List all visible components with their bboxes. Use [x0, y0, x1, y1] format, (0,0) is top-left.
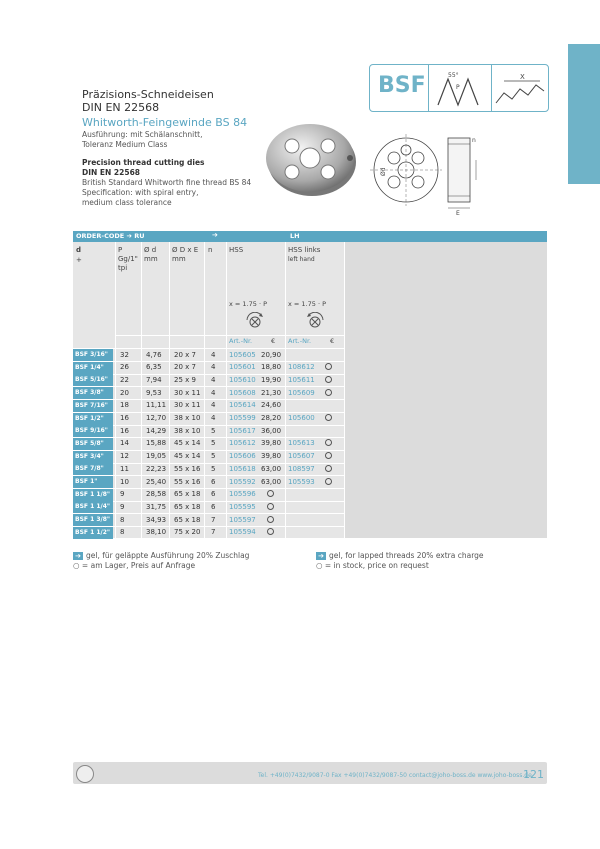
company-logo-icon — [76, 765, 94, 783]
col-header-n: n — [208, 246, 213, 254]
ru-label: RU — [134, 232, 145, 240]
row-p: 20 — [120, 388, 129, 397]
row-dxe: 20 x 7 — [174, 350, 196, 359]
row-n: 5 — [211, 439, 216, 448]
drawing-dim-n: n — [472, 137, 476, 144]
in-stock-circle-icon — [267, 528, 274, 535]
in-stock-circle-icon — [267, 503, 274, 510]
arrow-icon: ➔ — [73, 552, 83, 560]
page-subtitle: Whitworth-Feingewinde BS 84 — [82, 116, 248, 129]
row-price — [267, 490, 274, 499]
row-d: 25,40 — [146, 477, 167, 486]
footnote-en-1-text: gel, for lapped threads 20% extra charge — [329, 551, 484, 560]
col-header-p-2: Gg/1" — [118, 255, 138, 263]
row-price: 36,00 — [261, 426, 282, 435]
row-d: 28,58 — [146, 490, 167, 499]
row-art: 105597 — [229, 515, 256, 524]
row-p: 18 — [120, 401, 129, 410]
row-lh-stock — [325, 414, 332, 423]
row-code: BSF 1 3/8" — [73, 514, 113, 526]
row-n: 5 — [211, 464, 216, 473]
row-n: 4 — [211, 363, 216, 372]
row-d: 38,10 — [146, 528, 167, 537]
row-price — [267, 516, 274, 525]
table-row — [73, 451, 345, 464]
row-dxe: 25 x 9 — [174, 375, 196, 384]
row-d: 4,76 — [146, 350, 162, 359]
bsf-badge-label: BSF — [378, 73, 426, 98]
row-lh-stock — [325, 439, 332, 448]
order-code-label: ORDER-CODE ➔ RU — [76, 232, 145, 240]
row-art: 105612 — [229, 439, 256, 448]
row-dxe: 65 x 18 — [174, 490, 201, 499]
order-code-bar — [73, 231, 547, 242]
table-row — [73, 425, 345, 438]
row-n: 6 — [211, 477, 216, 486]
footnote-de-2: ○ = am Lager, Preis auf Anfrage — [73, 561, 196, 570]
row-code: BSF 3/8" — [73, 387, 113, 399]
row-p: 14 — [120, 439, 129, 448]
col-header-od — [144, 246, 158, 264]
col-header-hss-links — [288, 246, 320, 264]
row-art-lh: 108612 — [288, 363, 315, 372]
row-art: 105601 — [229, 363, 256, 372]
row-code: BSF 3/16" — [73, 349, 113, 361]
row-price: 21,30 — [261, 388, 282, 397]
page-number: 121 — [523, 768, 544, 781]
col-header-art-lh: Art.-Nr. — [288, 337, 312, 345]
col-header-dxe-1: Ø D x E — [172, 246, 199, 254]
row-dxe: 75 x 20 — [174, 528, 201, 537]
row-code: BSF 1/2" — [73, 413, 113, 425]
row-art: 105610 — [229, 375, 256, 384]
row-code: BSF 7/8" — [73, 463, 113, 475]
row-p: 8 — [120, 515, 125, 524]
rotation-left-icon — [305, 312, 325, 330]
en-text-line-2: Specification: with spiral entry, — [82, 188, 199, 197]
badge-divider — [428, 65, 429, 111]
row-art: 105618 — [229, 464, 256, 473]
row-price: 18,80 — [261, 363, 282, 372]
row-separator — [73, 539, 345, 540]
thread-die-photo — [262, 118, 358, 198]
in-stock-circle-icon — [267, 490, 274, 497]
side-tab-label: BSF — [556, 154, 565, 172]
row-n: 6 — [211, 502, 216, 511]
page-title — [82, 88, 214, 114]
row-lh-stock — [325, 478, 332, 487]
drawing-dim-d: Ød — [380, 167, 387, 176]
footnote-en — [316, 551, 484, 571]
row-n: 4 — [211, 388, 216, 397]
description-en-text — [82, 178, 251, 208]
row-art-lh: 105613 — [288, 439, 315, 448]
row-p: 26 — [120, 363, 129, 372]
side-tab-label-wrap — [548, 150, 580, 180]
row-d: 9,53 — [146, 388, 162, 397]
row-code: BSF 1" — [73, 476, 113, 488]
row-code: BSF 1/4" — [73, 362, 113, 374]
row-p: 8 — [120, 528, 125, 537]
row-price: 24,60 — [261, 401, 282, 410]
table-row — [73, 362, 345, 375]
row-p: 16 — [120, 426, 129, 435]
row-p: 16 — [120, 414, 129, 422]
table-row — [73, 476, 345, 489]
col-header-od-1: Ø d — [144, 246, 157, 254]
row-art: 105605 — [229, 350, 256, 359]
row-art: 105614 — [229, 401, 256, 410]
row-d: 14,29 — [146, 426, 167, 435]
in-stock-circle-icon — [325, 389, 332, 396]
badge-x-text: X — [520, 73, 525, 81]
row-code: BSF 9/16" — [73, 425, 113, 437]
row-art: 105592 — [229, 477, 256, 486]
row-n: 4 — [211, 401, 216, 410]
table-row — [73, 438, 345, 451]
table-row — [73, 527, 345, 540]
table-row — [73, 501, 345, 514]
row-p: 22 — [120, 375, 129, 384]
in-stock-circle-icon — [325, 452, 332, 459]
row-art-lh: 105600 — [288, 414, 315, 422]
row-n: 4 — [211, 350, 216, 359]
row-dxe: 55 x 16 — [174, 464, 201, 473]
in-stock-circle-icon — [325, 376, 332, 383]
row-dxe: 65 x 18 — [174, 515, 201, 524]
row-price: 39,80 — [261, 452, 282, 461]
row-lh-stock — [325, 363, 332, 372]
row-p: 9 — [120, 490, 125, 499]
row-dxe: 30 x 11 — [174, 388, 201, 397]
row-p: 10 — [120, 477, 129, 486]
row-code: BSF 1 1/8" — [73, 489, 113, 501]
row-lh-stock — [325, 376, 332, 385]
row-code: BSF 1 1/2" — [73, 527, 113, 539]
row-code: BSF 7/16" — [73, 400, 113, 412]
in-stock-circle-icon — [325, 439, 332, 446]
row-p: 9 — [120, 502, 125, 511]
footnote-en-2: ○ = in stock, price on request — [316, 561, 429, 570]
desc-de-line-1: Ausführung: mit Schälanschnitt, — [82, 130, 203, 139]
row-d: 6,35 — [146, 363, 162, 372]
row-dxe: 30 x 11 — [174, 401, 201, 410]
formula-lh: x = 1.75 · P — [288, 300, 327, 308]
badge-p-text: P — [456, 84, 460, 91]
col-header-hss-links-1: HSS links — [288, 246, 321, 254]
en-title-line-1: Precision thread cutting dies — [82, 158, 205, 167]
badge-divider-2 — [491, 65, 492, 111]
description-de — [82, 130, 202, 150]
row-d: 15,88 — [146, 439, 167, 448]
row-n: 4 — [211, 414, 216, 422]
arrow-icon: ➔ — [316, 552, 326, 560]
col-header-p-1: P — [118, 246, 123, 254]
row-code: BSF 5/16" — [73, 374, 113, 386]
table-row — [73, 374, 345, 387]
order-code-text: ORDER-CODE — [76, 232, 125, 240]
row-dxe: 45 x 14 — [174, 452, 201, 461]
badge-angle-text: 55° — [448, 72, 459, 79]
grid-line — [115, 335, 345, 336]
die-technical-drawing — [370, 130, 550, 216]
row-art-lh: 108597 — [288, 464, 315, 473]
in-stock-circle-icon — [325, 414, 332, 421]
table-row — [73, 400, 345, 413]
col-header-euro-lh: € — [330, 337, 335, 345]
description-en-title — [82, 158, 205, 178]
row-p: 32 — [120, 350, 129, 359]
table-row — [73, 489, 345, 502]
row-n: 7 — [211, 515, 216, 524]
bsf-badge — [369, 64, 549, 112]
row-art-lh: 105607 — [288, 452, 315, 461]
row-code: BSF 1 1/4" — [73, 501, 113, 513]
row-price: 63,00 — [261, 464, 282, 473]
rotation-right-icon — [245, 312, 265, 330]
lh-label: LH — [290, 232, 300, 240]
thread-profile-icon — [494, 69, 546, 109]
table-empty-panel — [345, 242, 547, 538]
col-header-dxe-2: mm — [172, 255, 186, 263]
col-header-hss-links-2: left hand — [288, 256, 315, 263]
en-text-line-3: medium class tolerance — [82, 198, 172, 207]
col-header-p-3: tpi — [118, 264, 128, 272]
table-row — [73, 349, 345, 362]
col-header-d: d — [76, 246, 82, 254]
drawing-dim-e: E — [456, 210, 460, 216]
footnote-de-1 — [73, 551, 249, 561]
table-row — [73, 463, 345, 476]
row-lh-stock — [325, 452, 332, 461]
row-n: 5 — [211, 426, 216, 435]
row-art: 105599 — [229, 414, 256, 422]
row-art: 105595 — [229, 502, 256, 511]
footnote-de-1-text: gel, für geläppte Ausführung 20% Zuschlag — [86, 551, 250, 560]
row-price: 20,90 — [261, 350, 282, 359]
row-art: 105594 — [229, 528, 256, 537]
row-dxe: 45 x 14 — [174, 439, 201, 448]
row-d: 12,70 — [146, 414, 167, 422]
arrow-right-icon: ➔ — [212, 231, 218, 239]
row-price: 28,20 — [261, 414, 282, 422]
col-header-hss: HSS — [229, 246, 244, 254]
formula-ru: x = 1.75 · P — [229, 300, 268, 308]
footer-contact: Tel. +49(0)7432/9087-0 Fax +49(0)7432/9087-50 contact@joho-boss.de www.joho-boss.de — [258, 772, 532, 779]
in-stock-circle-icon — [325, 465, 332, 472]
row-art: 105608 — [229, 388, 256, 397]
footnote-en-1 — [316, 551, 484, 561]
table-row — [73, 413, 345, 426]
row-code: BSF 5/8" — [73, 438, 113, 450]
row-art-lh: 105609 — [288, 388, 315, 397]
col-header-od-2: mm — [144, 255, 158, 263]
thread-angle-icon — [434, 69, 490, 109]
title-line-2: DIN EN 22568 — [82, 101, 160, 114]
table-row — [73, 514, 345, 527]
row-d: 11,11 — [146, 401, 167, 410]
row-lh-stock — [325, 389, 332, 398]
row-p: 12 — [120, 452, 129, 461]
row-dxe: 65 x 18 — [174, 502, 201, 511]
row-price — [267, 528, 274, 537]
in-stock-circle-icon — [267, 516, 274, 523]
row-n: 4 — [211, 375, 216, 384]
footnote-de — [73, 551, 249, 571]
row-d: 19,05 — [146, 452, 167, 461]
title-line-1: Präzisions-Schneideisen — [82, 88, 214, 101]
col-header-p — [118, 246, 138, 273]
row-art: 105606 — [229, 452, 256, 461]
row-price — [267, 503, 274, 512]
row-dxe: 38 x 10 — [174, 426, 201, 435]
row-p: 11 — [120, 464, 129, 473]
row-d: 34,93 — [146, 515, 167, 524]
row-art: 105596 — [229, 490, 256, 499]
plus-icon: + — [76, 256, 82, 264]
in-stock-circle-icon — [325, 363, 332, 370]
col-header-euro: € — [271, 337, 276, 345]
row-price: 63,00 — [261, 477, 282, 486]
row-lh-stock — [325, 465, 332, 474]
row-dxe: 38 x 10 — [174, 414, 201, 422]
row-d: 22,23 — [146, 464, 167, 473]
table-row — [73, 387, 345, 400]
row-art: 105617 — [229, 426, 256, 435]
row-price: 19,90 — [261, 375, 282, 384]
row-art-lh: 105593 — [288, 477, 315, 486]
row-price: 39,80 — [261, 439, 282, 448]
row-dxe: 55 x 16 — [174, 477, 201, 486]
row-d: 31,75 — [146, 502, 167, 511]
row-d: 7,94 — [146, 375, 162, 384]
in-stock-circle-icon — [325, 478, 332, 485]
en-title-line-2: DIN EN 22568 — [82, 168, 141, 177]
row-code: BSF 3/4" — [73, 451, 113, 463]
en-text-line-1: British Standard Whitworth fine thread BS 84 — [82, 178, 252, 187]
row-n: 5 — [211, 452, 216, 461]
col-header-dxe — [172, 246, 198, 264]
row-n: 7 — [211, 528, 216, 537]
row-dxe: 20 x 7 — [174, 363, 196, 372]
col-header-art: Art.-Nr. — [229, 337, 253, 345]
desc-de-line-2: Toleranz Medium Class — [82, 140, 168, 149]
row-n: 6 — [211, 490, 216, 499]
row-art-lh: 105611 — [288, 375, 315, 384]
